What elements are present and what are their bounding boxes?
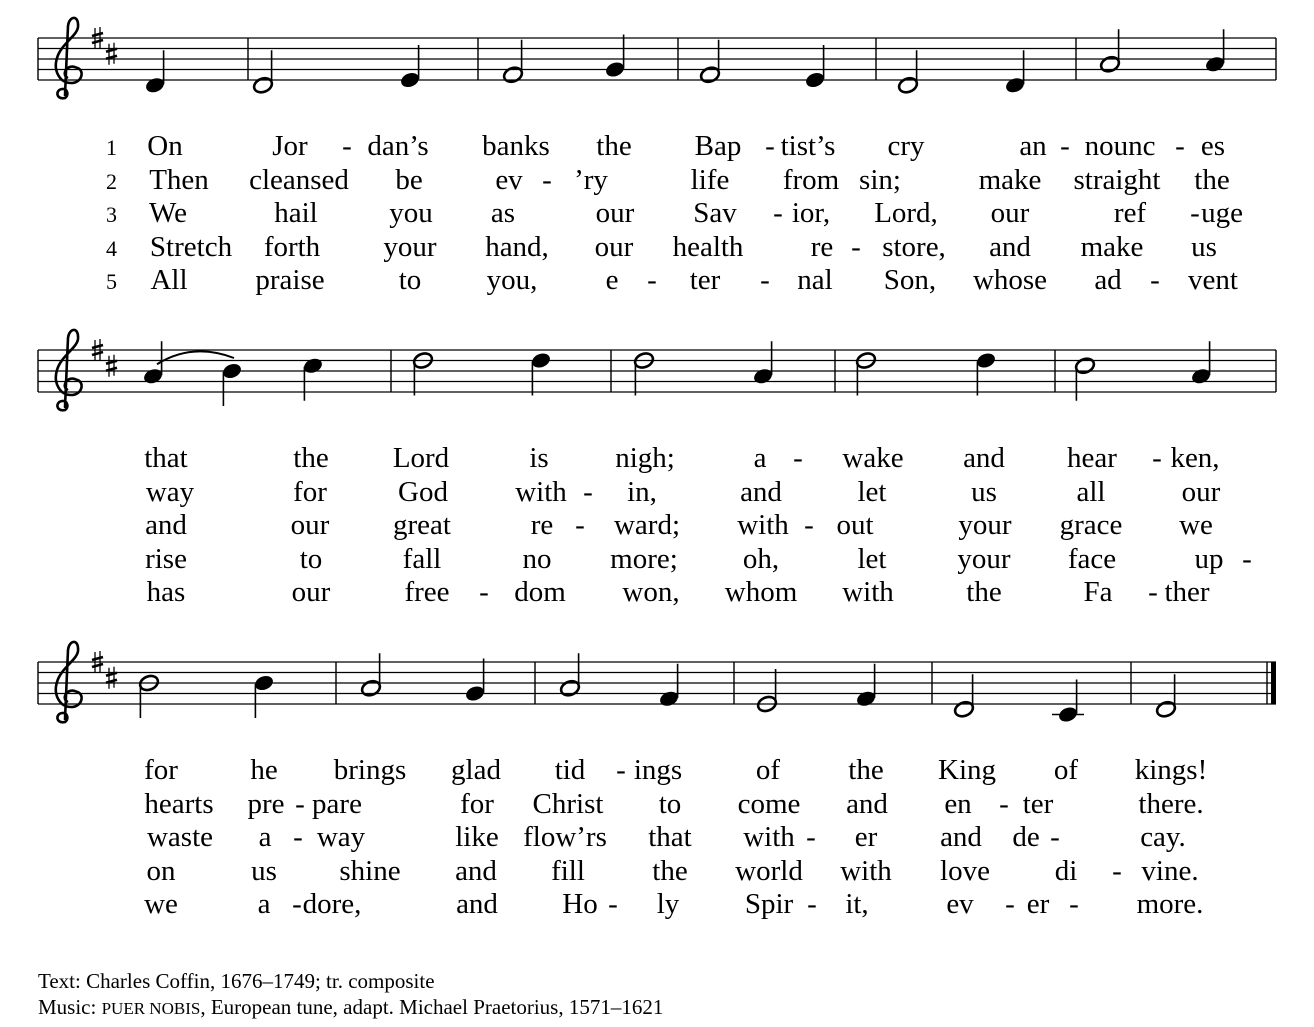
lyric-syllable: pare — [312, 787, 362, 820]
lyric-syllable: the — [848, 754, 884, 786]
lyric-syllable: and — [963, 442, 1005, 474]
quarter-note — [1004, 50, 1026, 95]
half-note — [756, 669, 778, 714]
half-note — [633, 351, 655, 396]
lyric-syllable: for — [144, 754, 178, 786]
lyric-syllable: shine — [339, 854, 401, 887]
music-credit-prefix: Music: — [38, 995, 102, 1019]
half-note — [502, 40, 524, 85]
lyric-syllable: with — [515, 475, 567, 508]
lyric-syllable: de — [1012, 821, 1040, 853]
half-note — [897, 50, 919, 95]
lyric-syllable: straight — [1073, 163, 1161, 196]
lyric-syllable: Then — [149, 163, 209, 196]
lyric-syllable: world — [735, 854, 803, 887]
lyric-syllable: you, — [486, 264, 538, 296]
lyric-syllable: re — [810, 230, 834, 263]
lyric-syllable: the — [293, 442, 329, 474]
lyric-syllable: Sav — [693, 197, 737, 229]
quarter-note — [144, 50, 166, 95]
lyric-syllable: hearts — [144, 787, 214, 820]
lyric-syllable: face — [1067, 542, 1117, 575]
lyric-syllable: on — [146, 854, 176, 887]
lyric-syllable: nounc — [1084, 130, 1156, 162]
lyric-syllable: the — [966, 576, 1002, 608]
lyric-syllable: us — [1191, 230, 1217, 263]
lyric-syllable: a — [753, 442, 767, 474]
quarter-note — [804, 45, 826, 90]
lyric-syllable: let — [857, 475, 887, 508]
text-credit — [38, 971, 435, 992]
lyric-syllable: tid — [554, 754, 586, 786]
lyric-hyphen: - — [760, 264, 770, 296]
lyric-syllable: en — [944, 787, 972, 820]
lyric-syllable: wake — [842, 442, 904, 474]
lyric-syllable: of — [1053, 754, 1079, 786]
lyric-syllable: of — [755, 754, 781, 786]
lyric-syllable: you — [389, 197, 433, 229]
half-note — [559, 653, 581, 698]
lyric-hyphen: - — [1112, 854, 1122, 887]
lyric-hyphen: - — [773, 197, 783, 229]
lyric-syllable: ward; — [613, 509, 681, 541]
lyric-syllable: Spir — [744, 888, 794, 920]
lyric-syllable: Fa — [1083, 576, 1113, 608]
lyric-syllable: our — [990, 197, 1030, 229]
lyric-syllable: Lord, — [874, 197, 938, 229]
lyric-syllable: our — [594, 230, 634, 263]
verse-number: 1 — [106, 135, 117, 160]
lyric-hyphen: - — [479, 576, 489, 608]
lyric-syllable: waste — [146, 821, 214, 853]
text-credit-line: Text: Charles Coffin, 1676–1749; tr. composite — [38, 969, 435, 993]
lyric-syllable: as — [490, 197, 516, 229]
lyric-syllable: cay. — [1140, 821, 1186, 853]
lyric-hyphen: - — [616, 754, 626, 786]
lyric-syllable: ref — [1113, 197, 1147, 229]
key-sharp-c-icon — [106, 667, 117, 689]
quarter-note — [1052, 680, 1084, 725]
lyric-syllable: out — [836, 509, 874, 541]
lyric-syllable: dore, — [302, 888, 362, 920]
lyric-hyphen: - — [575, 509, 585, 541]
lyric-syllable: re — [530, 509, 554, 541]
lyric-hyphen: - — [542, 163, 552, 196]
lyric-syllable: On — [147, 130, 183, 162]
lyric-syllable: our — [290, 509, 330, 541]
lyric-syllable: an — [1019, 130, 1047, 162]
lyric-syllable: ther — [1164, 576, 1210, 608]
lyric-syllable: that — [144, 442, 188, 474]
lyric-syllable: Christ — [532, 787, 604, 820]
lyric-syllable: our — [291, 576, 331, 608]
verse-number: 2 — [106, 168, 117, 194]
lyric-syllable: whom — [724, 576, 798, 608]
lyric-syllable: the — [596, 130, 632, 162]
lyric-syllable: ken, — [1170, 442, 1220, 474]
half-note — [1155, 674, 1177, 719]
lyric-syllable: the — [652, 854, 688, 887]
lyric-hyphen: - — [765, 130, 775, 162]
lyric-syllable: and — [456, 888, 498, 920]
lyric-hyphen: - — [1190, 197, 1200, 229]
half-note — [953, 674, 975, 719]
lyric-syllable: to — [299, 542, 323, 575]
lyric-syllable: vine. — [1141, 854, 1199, 887]
lyric-hyphen: - — [1175, 130, 1185, 162]
lyric-syllable: love — [940, 854, 990, 887]
lyric-hyphen: - — [1069, 888, 1079, 920]
lyric-syllable: us — [971, 475, 997, 508]
lyric-syllable: cleansed — [249, 163, 349, 196]
lyric-syllable: he — [250, 754, 278, 786]
quarter-note — [221, 361, 243, 406]
lyric-syllable: more; — [610, 542, 678, 575]
lyric-hyphen: - — [292, 888, 302, 920]
lyric-syllable: and — [989, 230, 1031, 263]
lyric-syllable: make — [978, 163, 1042, 196]
lyric-syllable: with — [737, 509, 789, 541]
key-sharp-c-icon — [106, 43, 117, 65]
lyric-syllable: flow’rs — [523, 821, 607, 853]
lyric-syllable: there. — [1138, 787, 1204, 820]
lyric-syllable: the — [1194, 163, 1230, 196]
verse-number: 4 — [106, 235, 117, 261]
lyric-syllable: way — [145, 475, 195, 508]
lyric-syllable: to — [398, 264, 422, 296]
lyric-syllable: tist’s — [780, 130, 836, 162]
lyric-syllable: sin; — [859, 163, 901, 196]
lyric-syllable: way — [316, 821, 366, 853]
lyric-syllable: our — [1181, 475, 1221, 508]
half-note — [699, 40, 721, 85]
lyric-syllable: all — [1076, 475, 1106, 508]
lyric-syllable: more. — [1136, 888, 1204, 920]
half-note — [855, 351, 877, 396]
lyric-syllable: ev — [946, 888, 974, 920]
lyric-syllable: er — [854, 821, 878, 853]
lyric-syllable: Ho — [562, 888, 598, 920]
quarter-note — [142, 341, 164, 386]
lyric-syllable: di — [1054, 854, 1078, 887]
half-note — [412, 351, 434, 396]
lyric-syllable: pre — [247, 787, 285, 820]
lyric-syllable: We — [149, 197, 187, 229]
quarter-note — [1190, 341, 1212, 386]
lyric-hyphen: - — [1148, 576, 1158, 608]
lyric-hyphen: - — [793, 442, 803, 474]
treble-clef-icon — [56, 18, 82, 98]
lyric-syllable: in, — [627, 475, 657, 508]
lyric-hyphen: - — [1150, 264, 1160, 296]
lyric-syllable: hear — [1067, 442, 1117, 474]
lyric-hyphen: - — [583, 475, 593, 508]
slur — [157, 351, 234, 364]
lyric-syllable: with — [842, 576, 894, 608]
lyric-syllable: and — [740, 475, 782, 508]
lyric-syllable: a — [257, 888, 271, 920]
lyric-syllable: praise — [255, 264, 325, 296]
lyric-syllable: nigh; — [615, 442, 675, 474]
lyric-syllable: Bap — [694, 130, 742, 162]
lyric-syllable: uge — [1201, 197, 1243, 229]
lyric-syllable: with — [743, 821, 795, 853]
lyric-hyphen: - — [1005, 888, 1015, 920]
lyric-syllable: forth — [263, 230, 321, 263]
lyric-hyphen: - — [608, 888, 618, 920]
verse-number: 5 — [106, 269, 117, 294]
half-note — [360, 653, 382, 698]
lyric-syllable: dom — [514, 576, 566, 608]
lyric-syllable: grace — [1059, 509, 1123, 541]
quarter-note — [658, 664, 680, 709]
quarter-note — [855, 664, 877, 709]
lyric-syllable: with — [840, 854, 892, 887]
lyric-syllable: life — [690, 163, 730, 196]
lyric-syllable: ter — [1022, 787, 1054, 820]
lyric-syllable: glad — [451, 754, 501, 786]
lyric-hyphen: - — [295, 787, 305, 820]
lyric-syllable: brings — [333, 754, 407, 786]
lyric-hyphen: - — [1242, 542, 1252, 575]
lyric-syllable: your — [958, 509, 1012, 541]
lyric-syllable: up — [1194, 542, 1224, 575]
quarter-note — [464, 659, 486, 704]
quarter-note — [302, 356, 324, 401]
lyric-syllable: ev — [495, 163, 523, 196]
lyric-syllable: your — [383, 230, 437, 263]
lyric-syllable: store, — [882, 230, 946, 263]
lyric-syllable: King — [938, 754, 996, 786]
staff-system — [38, 38, 1276, 80]
lyric-syllable: cry — [887, 130, 925, 162]
lyric-syllable: kings! — [1134, 754, 1208, 786]
lyric-syllable: like — [455, 821, 499, 853]
lyric-syllable: ly — [656, 888, 680, 920]
lyric-syllable: and — [940, 821, 982, 853]
lyric-syllable: we — [144, 888, 178, 920]
lyric-syllable: vent — [1188, 264, 1238, 296]
quarter-note — [975, 351, 997, 396]
lyric-syllable: it, — [845, 888, 869, 920]
lyric-syllable: us — [251, 854, 277, 887]
lyric-syllable: ’ry — [574, 163, 608, 196]
lyric-syllable: Stretch — [149, 230, 233, 263]
lyric-syllable: nal — [797, 264, 833, 296]
lyric-syllable: has — [146, 576, 186, 608]
lyric-syllable: won, — [622, 576, 680, 608]
lyric-syllable: and — [455, 854, 497, 887]
lyric-syllable: that — [648, 821, 692, 853]
treble-clef-icon — [56, 642, 82, 722]
staff-system — [38, 662, 1276, 704]
quarter-note — [253, 673, 275, 718]
lyric-hyphen: - — [851, 230, 861, 263]
lyric-syllable: fall — [402, 542, 442, 575]
lyric-syllable: free — [404, 576, 450, 608]
lyric-syllable: ior, — [791, 197, 831, 229]
music-credit — [38, 997, 663, 1018]
lyric-syllable: banks — [482, 130, 550, 162]
tune-name: PUER NOBIS — [101, 999, 201, 1018]
lyric-syllable: rise — [145, 542, 187, 575]
lyric-syllable: great — [393, 509, 451, 541]
lyric-hyphen: - — [293, 821, 303, 853]
half-note — [1099, 29, 1121, 74]
lyric-syllable: your — [957, 542, 1011, 575]
lyric-syllable: ter — [689, 264, 721, 296]
quarter-note — [604, 35, 626, 80]
verse-number: 3 — [106, 202, 117, 227]
lyric-syllable: for — [293, 475, 327, 508]
lyric-hyphen: - — [647, 264, 657, 296]
lyric-syllable: oh, — [742, 542, 780, 575]
lyric-syllable: es — [1200, 130, 1226, 162]
lyric-syllable: ad — [1094, 264, 1122, 296]
key-sharp-c-icon — [106, 355, 117, 377]
lyric-hyphen: - — [999, 787, 1009, 820]
lyric-syllable: whose — [972, 264, 1048, 296]
lyric-syllable: God — [398, 475, 448, 508]
lyric-syllable: Lord — [392, 442, 450, 474]
lyric-hyphen: - — [1050, 821, 1060, 853]
lyric-syllable: dan’s — [367, 130, 429, 162]
half-note — [138, 673, 160, 718]
quarter-note — [752, 341, 774, 386]
lyric-syllable: ings — [633, 754, 683, 786]
lyric-syllable: Jor — [272, 130, 308, 162]
lyric-syllable: fill — [551, 854, 585, 887]
lyric-syllable: All — [150, 264, 188, 296]
lyric-syllable: and — [846, 787, 888, 820]
music-credit-suffix: , European tune, adapt. Michael Praetorius, 1571–1621 — [200, 995, 664, 1019]
lyric-syllable: e — [605, 264, 619, 296]
half-note — [252, 50, 274, 95]
quarter-note — [530, 351, 552, 396]
lyric-syllable: hail — [274, 197, 318, 229]
lyric-syllable: make — [1080, 230, 1144, 263]
lyric-syllable: er — [1026, 888, 1050, 920]
lyric-syllable: to — [658, 787, 682, 820]
lyric-syllable: health — [672, 230, 744, 263]
lyric-hyphen: - — [807, 888, 817, 920]
lyric-syllable: is — [529, 442, 549, 474]
lyric-syllable: Son, — [883, 264, 937, 296]
lyric-syllable: a — [258, 821, 272, 853]
lyric-syllable: for — [460, 787, 494, 820]
lyric-hyphen: - — [1060, 130, 1070, 162]
half-note — [1074, 356, 1096, 401]
quarter-note — [399, 45, 421, 90]
final-barline-thick — [1271, 662, 1276, 704]
lyric-hyphen: - — [1152, 442, 1162, 474]
lyric-hyphen: - — [804, 509, 814, 541]
treble-clef-icon — [56, 330, 82, 410]
lyric-syllable: let — [857, 542, 887, 575]
lyric-syllable: no — [522, 542, 552, 575]
lyric-hyphen: - — [342, 130, 352, 162]
lyric-syllable: hand, — [485, 230, 549, 263]
lyric-hyphen: - — [806, 821, 816, 853]
lyric-syllable: and — [145, 509, 187, 541]
quarter-note — [1204, 29, 1226, 74]
lyric-syllable: from — [782, 163, 840, 196]
lyric-syllable: come — [737, 787, 801, 820]
lyric-syllable: be — [395, 163, 423, 196]
lyric-syllable: we — [1179, 509, 1213, 541]
lyric-syllable: our — [595, 197, 635, 229]
